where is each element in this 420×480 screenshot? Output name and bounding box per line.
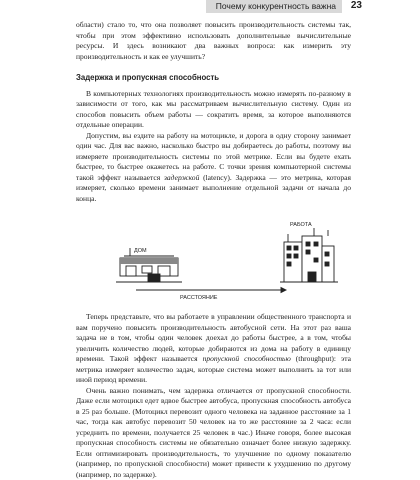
page-body (76, 20, 351, 480)
throughput-text-b: (throughput): эта метрика измеряет количество задач, которые система может выполнить за тот или иной период времени. (76, 354, 351, 384)
work-label: РАБОТА (290, 220, 312, 231)
paragraph-latency-vs-throughput: Очень важно понимать, чем задержка отличается от пропускной способности. Даже если мотоцикл едет вдвое быстрее автобуса, пропускная способность автобуса в 25 раз больше. (Мотоцикл перевозит одного человека на заданное расстояние за 1 час, тогда как автобус перевозит 50 человек на то же расстояние за 2 часа: если усреднить по времени, получается 25 человек в час.) Иначе говоря, более высокая пропускная способность системы не обязательно означает более низкую задержку. Если оптимизировать производительность, то улучшение по одному показателю (например, по пропускной способности) может привести к ухудшению по другому (например, по задержке). (76, 386, 351, 480)
running-title: Почему конкурентность важна (216, 1, 336, 11)
section-heading: Задержка и пропускная способность (76, 73, 351, 84)
latency-term: задержкой (164, 173, 199, 182)
throughput-text-a: Теперь представьте, что вы работаете в управлении общественного транспорта и вам поручено повысить производительность автобусной сети. На этот раз ваша задача не в том, чтобы один человек доехал до работы быстрее, а в том, чтобы увеличить количество людей, которые добираются из дома на работу в единицу времени. Такой эффект называется (76, 312, 351, 363)
latency-text-b: (latency). Задержка — это метрика, которая измеряет, сколько времени занимает выполнение отдельной задачи от начала до конца. (76, 173, 351, 203)
paragraph-latency-example (76, 131, 351, 205)
latency-text-a: Допустим, вы ездите на работу на мотоцикле, и дорога в одну сторону занимает один час. Для вас важно, насколько быстро вы добираетесь до работы, поэтому вы измеряете производительность системы по этой метрике. Если вы будете ехать быстрее, то быстрее окажетесь на работе. С точки зрения компьютерной системы такой эффект называется (76, 131, 351, 182)
paragraph-latency-intro: В компьютерных технологиях производительность можно измерять по-разному в зависимости от того, как мы рассматриваем вычислительную систему. Один из способов повысить объем работы — сократить время, за которое выполняются отдельные операции. (76, 89, 351, 131)
commute-illustration (76, 218, 351, 298)
work-building-icon (280, 228, 338, 282)
page-number: 23 (351, 0, 362, 11)
paragraph-throughput-example (76, 312, 351, 386)
home-label: ДОМ (134, 246, 147, 257)
page-header (0, 0, 420, 13)
home-building-icon (116, 248, 182, 282)
throughput-term: пропускной способностью (203, 354, 291, 363)
intro-paragraph: области) стало то, что она позволяет повысить производительность системы так, чтобы при этом эффективно использовать дополнительные вычислительные ресурсы. И здесь возникают два важных вопроса: как измерить эту производительность и как ее улучшить? (76, 20, 351, 62)
distance-arrow-icon (136, 288, 286, 293)
distance-label: РАССТОЯНИЕ (180, 293, 217, 304)
